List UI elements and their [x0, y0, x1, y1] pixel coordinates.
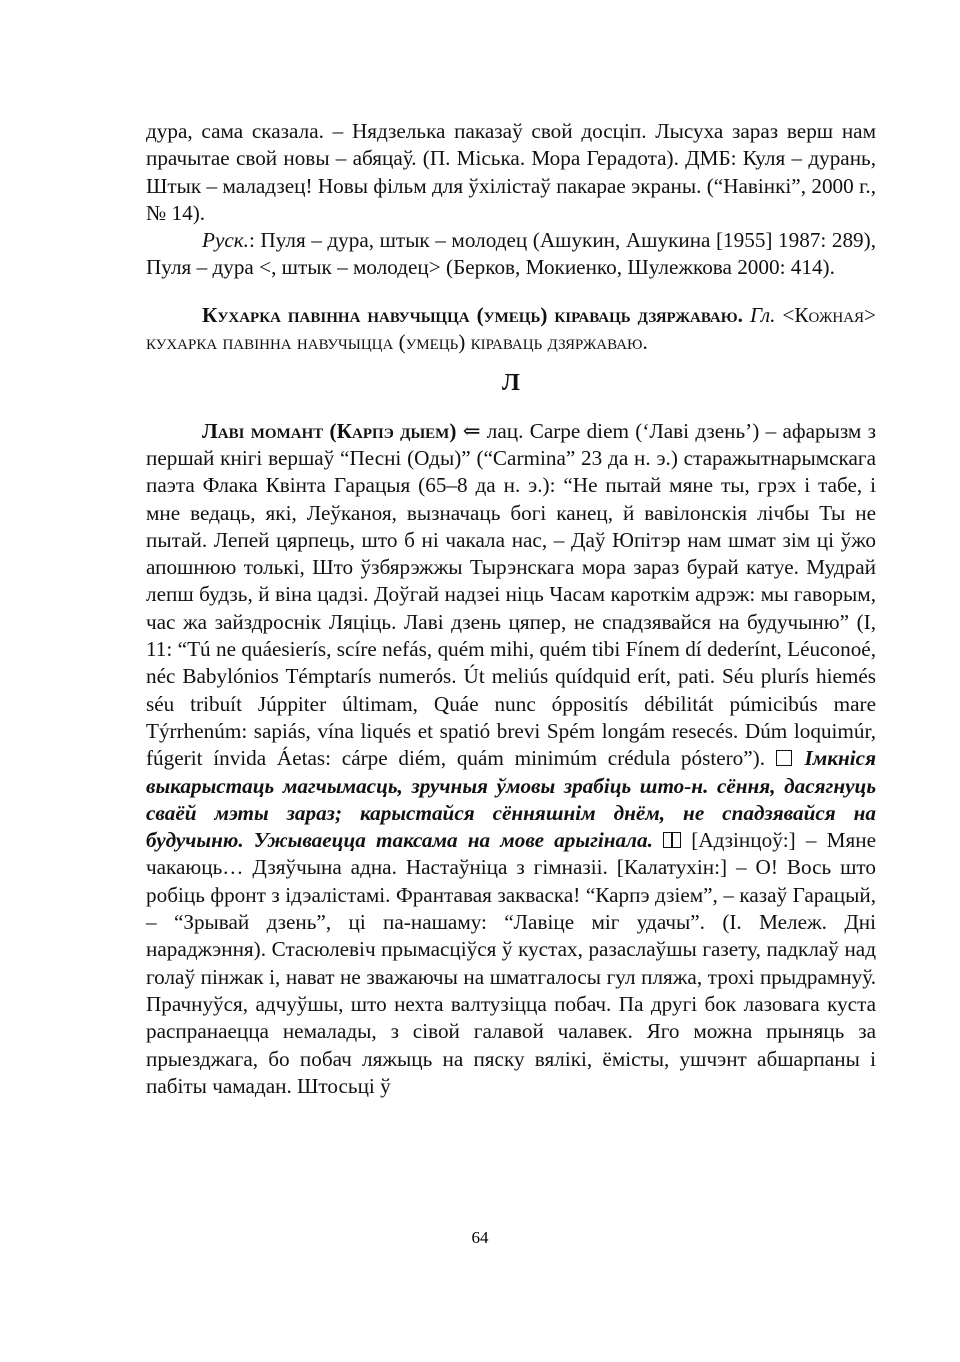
- gl-reference: <Кожная> кухарка павінна навучыцца (умець) кіраваць дзяржаваю.: [146, 302, 877, 355]
- lavi-text: лац. Carpe diem (‘Лаві дзень’) – афарызм з першай кнігі вершаў “Песні (Оды)” (“Carmina” 23 да н. э.) старажытнарымскага паэта Флака Квінта Гарацыя (65–8 да н. э.): “Не пытай мяне ты, грэх і табе, і мне ведаць, які, Леўканоя, вызначаць богі канец, й вавілонскія лічбы Ты не пытай. Лепей цярпець, што б ні чакала нас, – Даў Юпітэр нам шмат зім ці ўжо апошнюю толькі, Што ўзбярэжжы Тырэнскага мора зараз бурай катуе. Мудрай лепш будзь, й віна цадзі. Доўгай надзеі ніць Часам кароткім адрэж: мы гаворым, час жа зайздроснік Ляціць. Лаві дзень цяпер, не спадзявайся на будучыню” (I, 11: “Tú ne quáesierís, scíre nefás, quém mihi, quém tibi Fínem dí dederínt, Léuconoé, néc Babylónios Témptarís numerós. Út meliús quídquid erít, pati. Séu plurís hiemés séu tribuít Júppiter últimam, Quáe nunc óppositís débilitát púmicibús mare Týrrhenúm: sapiás, vína liqués et spatió brevi Spém longám resecés. Dúm loquimúr, fúgerit ínvida Áetas: cárpe diém, quám minimúm crédula póstero”).: [146, 418, 876, 771]
- book-icon: [663, 832, 681, 848]
- usage-note: Імкніся выкарыстаць магчымасць, зручныя ўмовы зрабіць што-н. сёння, дасягнуць сваёй мэты зараз; карыстайся сённяшнім днём, не спадзявайся на будучыню. Ужываецца таксама на мове арыгінала.: [146, 746, 876, 853]
- page-number: 64: [471, 1228, 489, 1247]
- headword-kukharka: Кухарка павінна навучыцца (умець) кіраваць дзяржаваю.: [202, 302, 743, 327]
- russ-label: Руск.: [202, 228, 249, 253]
- example-text: [Адзінцоў:] – Мяне чакаюць… Дзяўчына адна. Настаўніца з гімназіі. [Калатухін:] – О! Вось што робіць фронт з ідэалістамі. Франтавая закваска! “Карпэ дзіем”, – казаў Гарацый, – “Зрывай дзень”, ці па-нашаму: “Лавіце міг удачы”. (І. Мележ. Дні нараджэння). Стасюлевіч прымасціўся ў кустах, разаслаўшы газету, падклаў над голаў пінжак і, нават не зважаючы на шматгалосы гул пляжа, трохі прыдрамнуў. Прачнуўся, адчуўшы, што нехта валтузіцца побач. Па другі бок лазовага куста распранаецца немалады, з сівой галавой чалавек. Яго можна прыняць за прыезджага, бо побач ляжыць на пяску вялікі, ёмісты, ушчэнт абшарпаны і пабіты чамадан. Штосьці ў: [146, 828, 877, 1098]
- gl-label: Гл.: [749, 302, 776, 327]
- page-body: [146, 118, 876, 1100]
- arrow-icon: ⇐: [462, 418, 481, 443]
- section-letter: Л: [502, 370, 520, 397]
- russ-text: : Пуля – дура, штык – молодец (Ашукин, Ашукина [1955] 1987: 289), Пуля – дура <, штык – молодец> (Берков, Мокиенко, Шулежкова 2000: 414).: [146, 228, 876, 280]
- paragraph-top: дура, сама сказала. – Нядзелька паказаў свой досціп. Лысуха зараз верш нам прачытае свой новы – абяцаў. (П. Міська. Мора Герадота). ДМБ: Куля – дурань, Штык – маладзец! Новы фільм для ўхілістаў пакарае экраны. (“Навінкі”, 2000 г., № 14).: [146, 119, 876, 225]
- square-icon: [776, 750, 792, 766]
- entry-lavi: [146, 418, 876, 1100]
- entry-kukharka: [146, 302, 876, 357]
- paragraph-russian-equivalent: [146, 227, 876, 282]
- headword-lavi: Лаві момант (Карпэ дыем): [202, 418, 457, 443]
